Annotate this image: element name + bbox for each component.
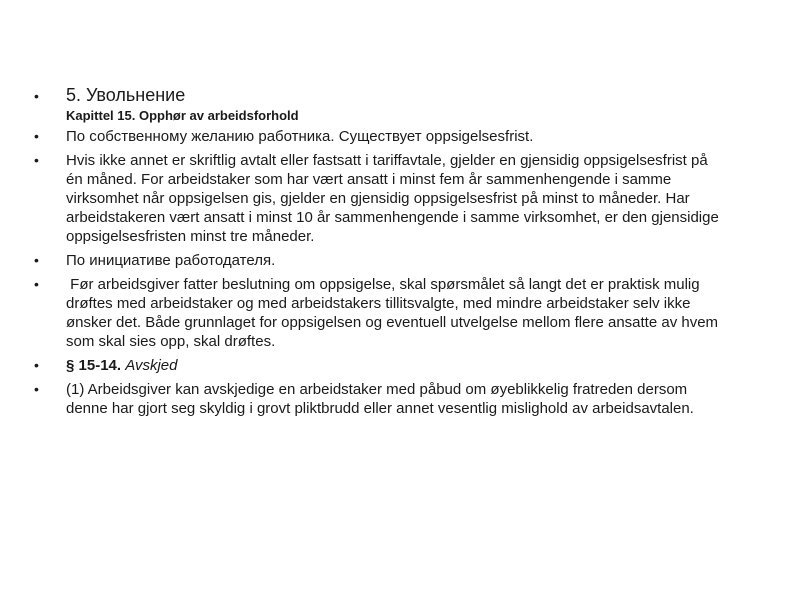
bullet-dot-icon: • <box>34 88 39 104</box>
bullet-item <box>34 251 724 270</box>
bullet-list <box>34 84 724 423</box>
bullet-item <box>34 275 724 351</box>
section-title: Avskjed <box>125 357 178 374</box>
bullet-dot-icon: • <box>34 152 39 168</box>
bullet-dot-icon: • <box>34 276 39 292</box>
bullet-dot-icon: • <box>34 357 39 373</box>
bullet-item <box>34 151 724 246</box>
bullet-item <box>34 380 724 418</box>
bullet-item <box>34 127 724 146</box>
bullet-dot-icon: • <box>34 252 39 268</box>
bullet-text: Før arbeidsgiver fatter beslutning om oppsigelse, skal spørsmålet så langt det er praktisk mulig drøftes med arbeidstaker og med arbeidstakers tillitsvalgte, med mindre arbeidstaker selv ikke ønsker det. Både grunnlaget for oppsigelsen og eventuell utvelgelse mellom flere ansatte av hvem som skal sies opp, skal drøftes. <box>66 276 723 350</box>
chapter-subheading: Kapittel 15. Opphør av arbeidsforhold <box>66 108 299 123</box>
bullet-dot-icon: • <box>34 381 39 397</box>
bullet-dot-icon: • <box>34 128 39 144</box>
section-number: § 15-14. <box>66 357 122 374</box>
bullet-item-section <box>34 356 724 375</box>
bullet-text: Hvis ikke annet er skriftlig avtalt eller fastsatt i tariffavtale, gjelder en gjensidig oppsigelsesfrist på én måned. For arbeidstaker som har vært ansatt i minst fem år sammenhengende i samme virksomhet når oppsigelsen gis, gjelder en gjensidig oppsigelsesfrist på minst to måneder. Har arbeidstakeren vært ansatt i minst 10 år sammenhengende i samme virksomhet, er den gjensidige oppsigelsesfristen minst tre måneder. <box>66 152 719 245</box>
bullet-heading <box>34 84 724 125</box>
bullet-text: По собственному желанию работника. Существует oppsigelsesfrist. <box>66 128 534 145</box>
bullet-text: (1) Arbeidsgiver kan avskjedige en arbeidstaker med påbud om øyeblikkelig fratreden dersom denne har gjort seg skyldig i grovt pliktbrudd eller annet vesentlig mislighold av arbeidsavtalen. <box>66 381 694 417</box>
slide-heading: 5. Увольнение <box>66 85 186 105</box>
bullet-text: По инициативе работодателя. <box>66 252 276 269</box>
